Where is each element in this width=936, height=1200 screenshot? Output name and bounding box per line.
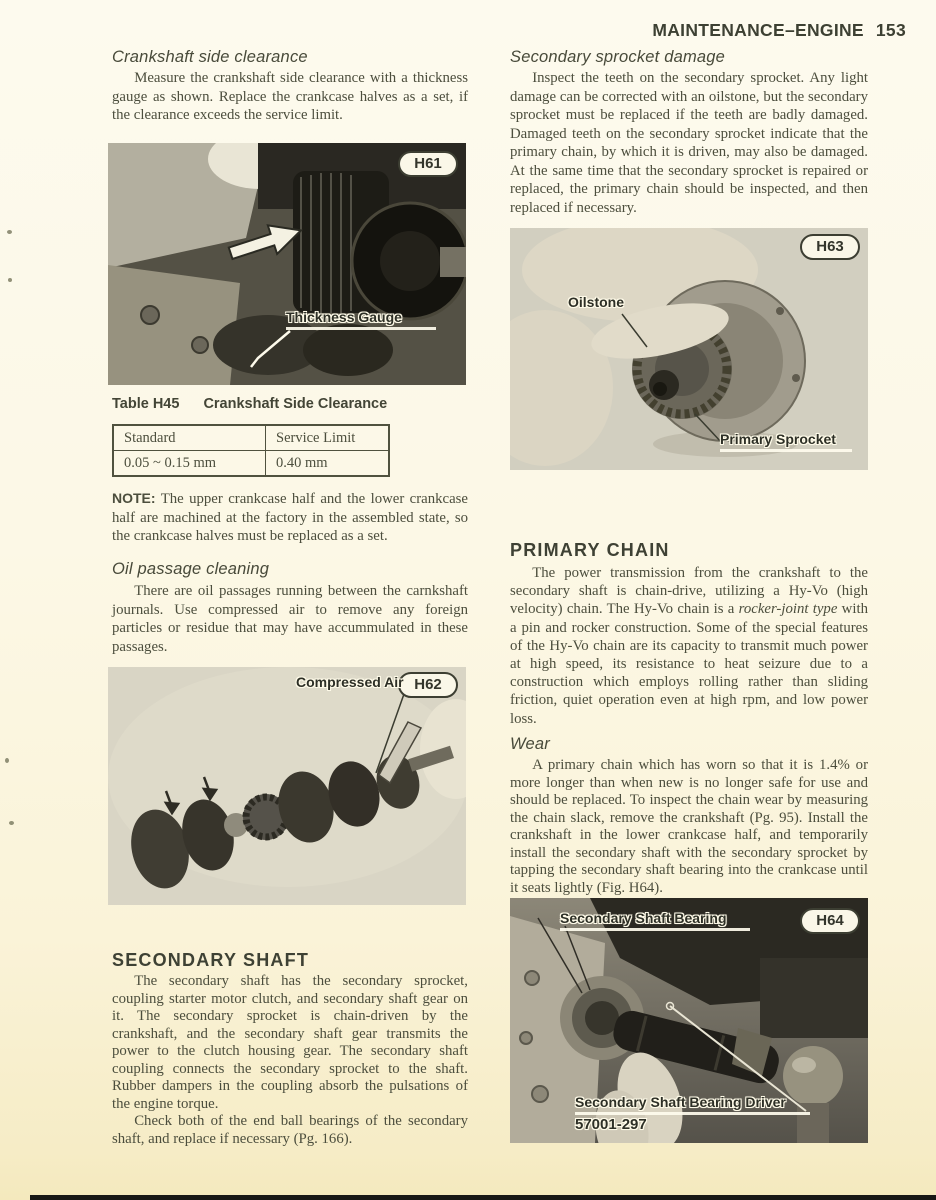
primary-chain-italic-term: rocker-joint type (738, 601, 838, 618)
note-label: NOTE: (112, 490, 156, 506)
table-caption-title: Crankshaft Side Clearance (203, 396, 388, 412)
page-speck (8, 278, 12, 282)
paragraph-oil-passage: There are oil passages running between the carnkshaft journals. Use compressed air to remove any foreign particles or residue that may have accummulated in these passages. (112, 583, 468, 655)
page-bottom-edge (30, 1195, 936, 1200)
table-caption-label: Table H45 (112, 396, 180, 412)
label-underline (560, 928, 750, 931)
page-number: 153 (875, 20, 906, 40)
figure-h64-photo (510, 898, 868, 1143)
paragraph-secondary-shaft-2: Check both of the end ball bearings of the secondary shaft, and replace if necessary (Pg. 166). (112, 1113, 468, 1147)
crankshaft-photo-illustration (108, 143, 466, 385)
paragraph-crankshaft-clearance: Measure the crankshaft side clearance with a thickness gauge as shown. Replace the crankcase halves as a set, if the clearance exceeds the service limit. (112, 70, 468, 123)
label-underline (575, 1112, 810, 1115)
page-speck (7, 230, 12, 234)
heading-secondary-sprocket-damage: Secondary sprocket damage (510, 48, 726, 66)
label-compressed-air: Compressed Air (296, 674, 404, 690)
table-cell-service-limit-value: 0.40 mm (266, 451, 390, 477)
table-header-standard: Standard (113, 425, 266, 451)
note-paragraph (112, 489, 468, 546)
page-speck (5, 758, 9, 763)
crankshaft-airblow-illustration (108, 667, 466, 905)
figure-badge-h61: H61 (398, 151, 458, 177)
figure-h63-photo (510, 228, 868, 470)
paragraph-wear: A primary chain which has worn so that it is 1.4% or more longer than when new is no longer safe for use and should be replaced. To inspect the chain wear by measuring the chain slack, remove the crankshaft (Pg. 95). Install the crankshaft in the lower crankcase half, and temporarily install the secondary shaft with the secondary sprocket by tapping the secondary shaft bearing into the crankcase until it seats lightly (Fig. H64). (510, 757, 868, 896)
table-header-row (113, 425, 389, 451)
figure-h61-photo (108, 143, 466, 385)
label-underline (720, 449, 852, 452)
heading-crankshaft-side-clearance: Crankshaft side clearance (112, 48, 308, 66)
label-secondary-shaft-bearing-driver: Secondary Shaft Bearing Driver (575, 1094, 786, 1110)
paragraph-secondary-shaft-1: The secondary shaft has the secondary sprocket, coupling starter motor clutch, and secondary shaft gear on it. The secondary sprocket is chain-driven by the crankshaft, and the secondary shaft gear transmits the power to the clutch housing gear. The secondary shaft coupling connects the secondary sprocket to the shaft. Rubber dampers in the coupling absorb the pulsations of the engine torque. (112, 973, 468, 1112)
figure-h62-photo (108, 667, 466, 905)
page-speck (9, 821, 14, 825)
primary-chain-text-2: with a pin and rocker construction. Some of the special features of the Hy-Vo chain are its capacity to transmit much power at high speed, its resistance to heat seizure due to a construction which employs rolling rather than sliding friction, quiet operation even at high rpm, and low power loss. (510, 601, 868, 727)
table-cell-standard-value: 0.05 ~ 0.15 mm (113, 451, 266, 477)
heading-wear: Wear (510, 735, 550, 753)
label-secondary-shaft-bearing: Secondary Shaft Bearing (560, 910, 727, 926)
label-primary-sprocket: Primary Sprocket (720, 431, 836, 447)
table-caption (112, 396, 468, 412)
note-text: The upper crankcase half and the lower crankcase half are machined at the factory in the assembled state, so the crankcase halves must be replaced as a set. (112, 491, 468, 544)
label-tool-number: 57001-297 (575, 1116, 647, 1133)
label-oilstone: Oilstone (568, 294, 625, 310)
primary-chain-text-1: The power transmission from the crankshaft to the secondary shaft is chain-drive, utilizing a Hy-Vo (high velocity) chain. The Hy-Vo chain is a (510, 565, 868, 618)
figure-badge-h62: H62 (398, 672, 458, 698)
figure-badge-h64: H64 (800, 908, 860, 934)
page-header (652, 20, 906, 41)
paragraph-primary-chain (510, 564, 868, 728)
table-header-service-limit: Service Limit (266, 425, 390, 451)
heading-secondary-shaft: SECONDARY SHAFT (112, 950, 310, 970)
heading-primary-chain: PRIMARY CHAIN (510, 540, 670, 560)
label-thickness-gauge: Thickness Gauge (286, 309, 402, 325)
crankshaft-clearance-table (112, 424, 390, 477)
figure-badge-h63: H63 (800, 234, 860, 260)
table-row (113, 451, 389, 477)
heading-oil-passage-cleaning: Oil passage cleaning (112, 560, 270, 578)
page-header-title: MAINTENANCE–ENGINE (652, 20, 864, 40)
paragraph-sprocket-damage: Inspect the teeth on the secondary sprocket. Any light damage can be corrected with an oilstone, but the secondary sprocket must be replaced if the teeth are badly damaged. Damaged teeth on the secondary sprocket indicate that the primary chain, by which it is driven, may also be damaged. At the same time that the secondary sprocket is repaired or replaced, the primary chain should be inspected, and then replaced if necessary. (510, 70, 868, 216)
label-underline (286, 327, 436, 330)
